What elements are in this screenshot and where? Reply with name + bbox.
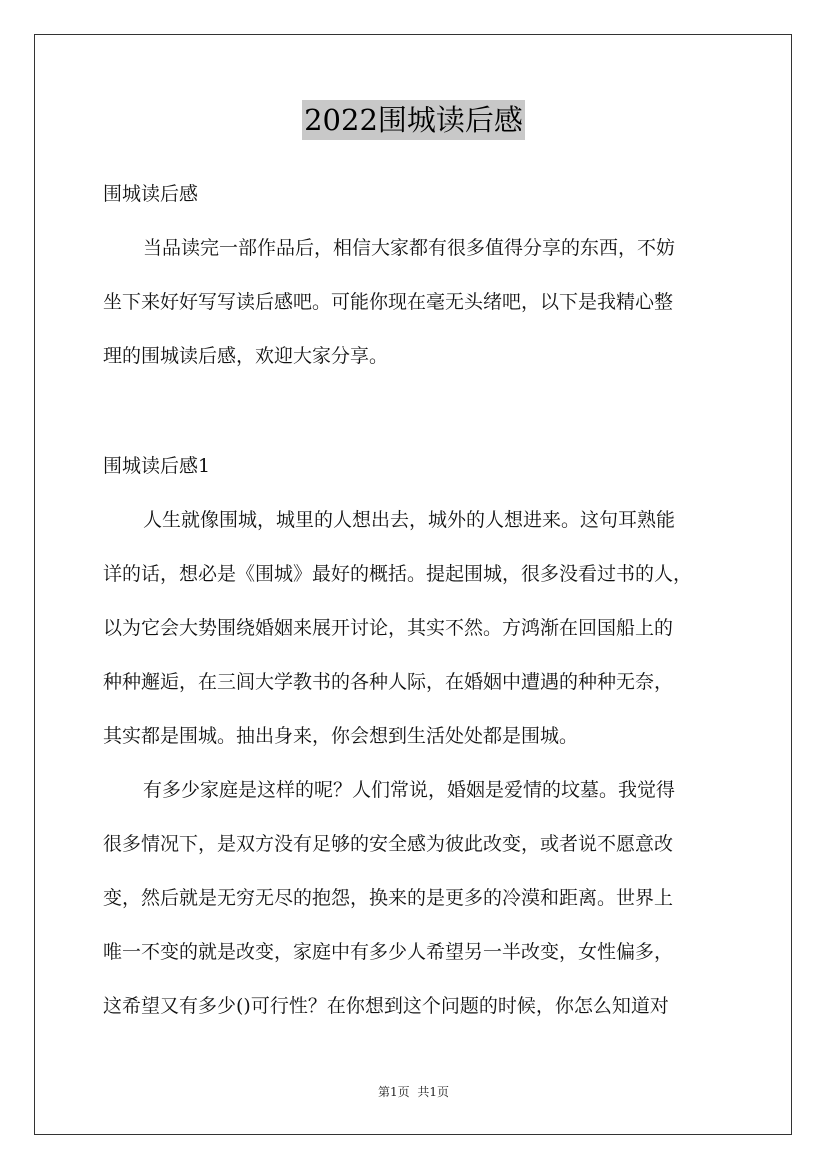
subtitle: 围城读后感	[103, 183, 199, 205]
paragraph-line: 其实都是围城。抽出身来，你会想到生活处处都是围城。	[103, 725, 579, 747]
paragraph-line: 人生就像围城，城里的人想出去，城外的人想进来。这句耳熟能	[143, 509, 676, 531]
paragraph-line: 以为它会大势围绕婚姻来展开讨论，其实不然。方鸿渐在回国船上的	[103, 617, 674, 639]
page-footer	[0, 1084, 827, 1100]
paragraph-line: 这希望又有多少()可行性？在你想到这个问题的时候，你怎么知道对	[103, 995, 669, 1017]
paragraph-line: 唯一不变的就是改变，家庭中有多少人希望另一半改变，女性偏多，	[103, 941, 674, 963]
document-title: 2022围城读后感	[302, 100, 525, 140]
paragraph-line: 有多少家庭是这样的呢？人们常说，婚姻是爱情的坟墓。我觉得	[143, 779, 676, 801]
paragraph-line: 变，然后就是无穷无尽的抱怨，换来的是更多的冷漠和距离。世界上	[103, 887, 674, 909]
intro-line: 理的围城读后感，欢迎大家分享。	[103, 345, 389, 367]
paragraph-line: 很多情况下，是双方没有足够的安全感为彼此改变，或者说不愿意改	[103, 833, 674, 855]
title-container	[0, 100, 827, 140]
paragraph-line: 种种邂逅，在三闾大学教书的各种人际，在婚姻中遭遇的种种无奈，	[103, 671, 674, 693]
page-number: 第1页	[378, 1085, 410, 1099]
intro-line: 当品读完一部作品后，相信大家都有很多值得分享的东西，不妨	[143, 237, 676, 259]
page-total: 共1页	[417, 1085, 449, 1099]
intro-line: 坐下来好好写写读后感吧。可能你现在毫无头绪吧，以下是我精心整	[103, 291, 674, 313]
section-heading: 围城读后感1	[103, 455, 211, 477]
paragraph-line: 详的话，想必是《围城》最好的概括。提起围城，很多没看过书的人，	[103, 563, 693, 585]
